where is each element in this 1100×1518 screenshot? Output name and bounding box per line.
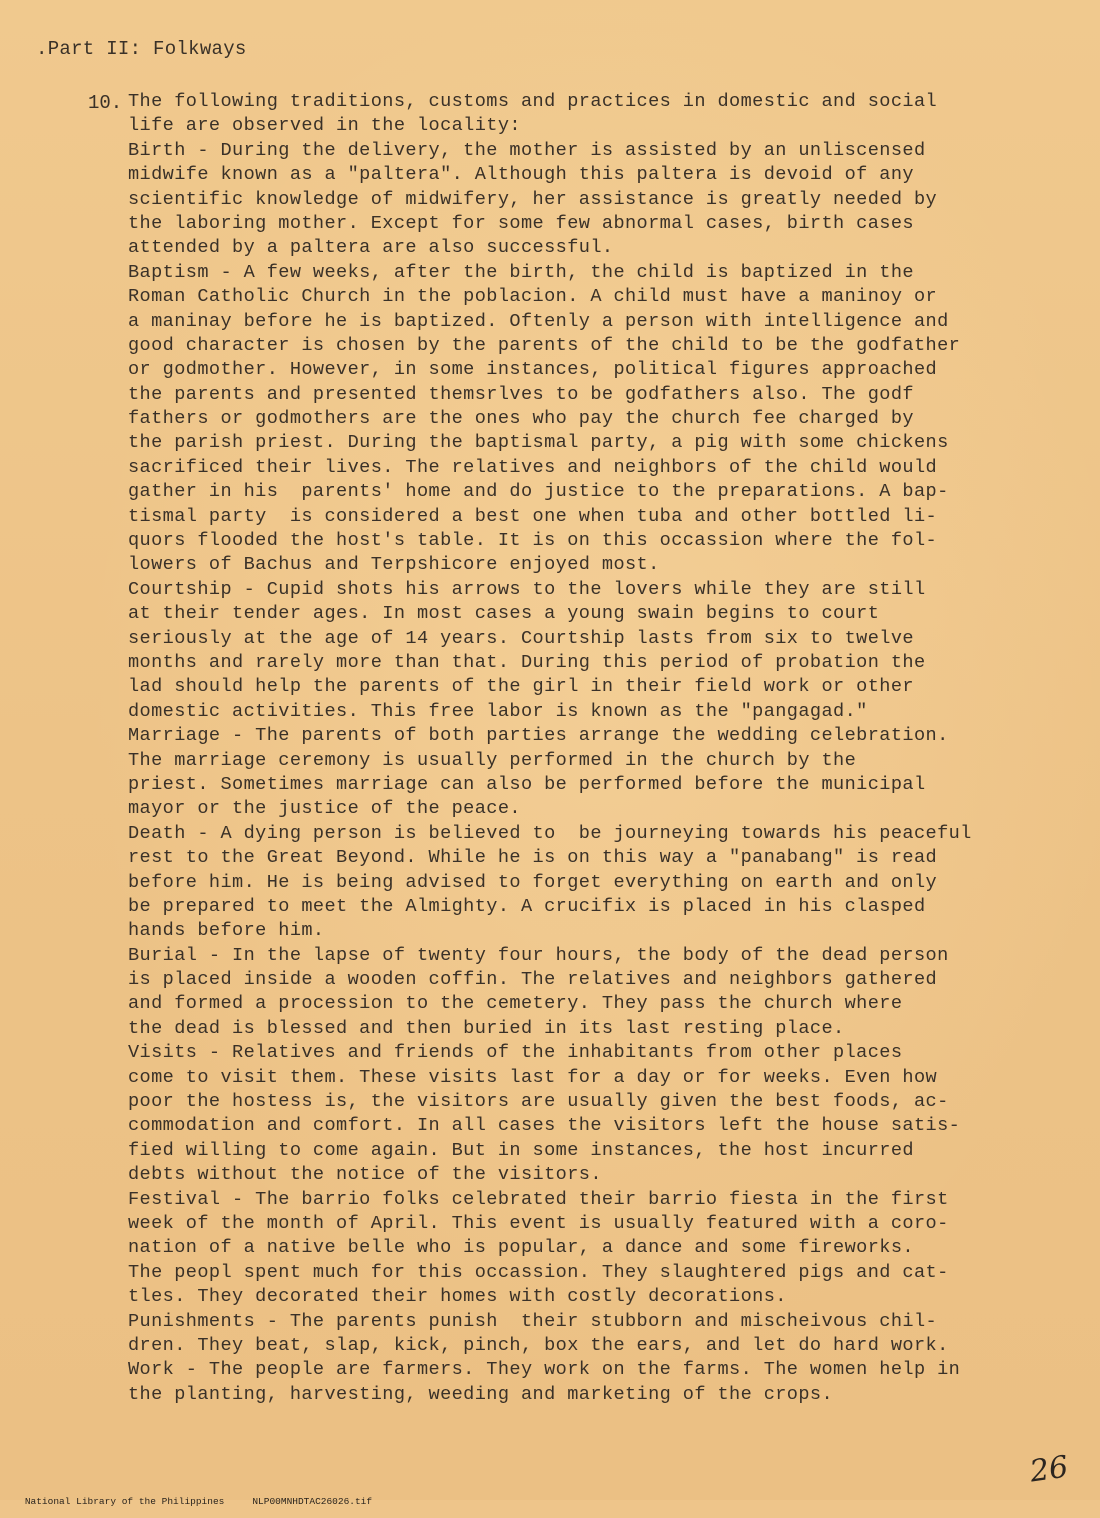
text-line: rest to the Great Beyond. While he is on this way a "panabang" is read xyxy=(128,847,938,869)
text-line: domestic activities. This free labor is known as the "pangagad." xyxy=(128,700,868,722)
text-line: commodation and comfort. In all cases the visitors left the house satis- xyxy=(128,1115,961,1137)
text-line: tles. They decorated their homes with costly decorations. xyxy=(128,1286,787,1308)
text-line: midwife known as a "paltera". Although this paltera is devoid of any xyxy=(128,164,914,186)
text-line: tismal party is considered a best one when tuba and other bottled li- xyxy=(128,505,938,527)
text-line: Festival - The barrio folks celebrated their barrio fiesta in the first xyxy=(128,1188,949,1210)
text-line: the dead is blessed and then buried in its last resting place. xyxy=(128,1017,845,1039)
text-line: attended by a paltera are also successful. xyxy=(128,237,614,259)
text-line: a maninay before he is baptized. Oftenly a person with intelligence and xyxy=(128,310,949,332)
text-line: the parish priest. During the baptismal party, a pig with some chickens xyxy=(128,432,949,454)
text-line: Punishments - The parents punish their stubborn and mischeivous chil- xyxy=(128,1310,938,1332)
text-line: mayor or the justice of the peace. xyxy=(128,798,521,820)
text-line: fathers or godmothers are the ones who pay the church fee charged by xyxy=(128,408,914,430)
scan-footer xyxy=(2,1485,400,1518)
text-line: The peopl spent much for this occassion. They slaughtered pigs and cat- xyxy=(128,1261,949,1283)
text-line: and formed a procession to the cemetery. They pass the church where xyxy=(128,993,903,1015)
text-line: the laboring mother. Except for some few abnormal cases, birth cases xyxy=(128,212,914,234)
text-line: hands before him. xyxy=(128,920,325,942)
text-line: Courtship - Cupid shots his arrows to the lovers while they are still xyxy=(128,578,926,600)
handwritten-page-number: 26 xyxy=(1027,1449,1071,1490)
text-line: or godmother. However, in some instances, political figures approached xyxy=(128,359,938,381)
text-line: be prepared to meet the Almighty. A crucifix is placed in his clasped xyxy=(128,895,926,917)
text-line: The marriage ceremony is usually performed in the church by the xyxy=(128,749,857,771)
text-line: debts without the notice of the visitors. xyxy=(128,1164,602,1186)
text-line: Burial - In the lapse of twenty four hours, the body of the dead person xyxy=(128,944,949,966)
text-line: the parents and presented themsrlves to be godfathers also. The godf xyxy=(128,383,914,405)
text-line: sacrificed their lives. The relatives and neighbors of the child would xyxy=(128,456,938,478)
text-line: good character is chosen by the parents of the child to be the godfather xyxy=(128,334,961,356)
text-line: lowers of Bachus and Terpshicore enjoyed most. xyxy=(128,554,660,576)
file-identifier: NLP00MNHDTAC26026.tif xyxy=(252,1496,373,1507)
item-number: 10. xyxy=(88,92,123,114)
text-line: Roman Catholic Church in the poblacion. A child must have a maninoy or xyxy=(128,286,938,308)
text-line: gather in his parents' home and do justice to the preparations. A bap- xyxy=(128,481,949,503)
text-line: quors flooded the host's table. It is on this occassion where the fol- xyxy=(128,530,938,552)
text-line: Visits - Relatives and friends of the inhabitants from other places xyxy=(128,1042,903,1064)
text-line: lad should help the parents of the girl in their field work or other xyxy=(128,676,914,698)
section-heading: .Part II: Folkways xyxy=(36,38,247,60)
text-line: the planting, harvesting, weeding and marketing of the crops. xyxy=(128,1383,834,1405)
text-line: poor the hostess is, the visitors are usually given the best foods, ac- xyxy=(128,1091,949,1113)
text-line: fied willing to come again. But in some instances, the host incurred xyxy=(128,1139,914,1161)
text-line: Birth - During the delivery, the mother is assisted by an unliscensed xyxy=(128,139,926,161)
text-line: Marriage - The parents of both parties arrange the wedding celebration. xyxy=(128,725,949,747)
text-line: Death - A dying person is believed to be journeying towards his peaceful xyxy=(128,822,972,844)
text-line: come to visit them. These visits last for a day or for weeks. Even how xyxy=(128,1066,938,1088)
text-line: life are observed in the locality: xyxy=(128,115,521,137)
text-line: months and rarely more than that. During this period of probation the xyxy=(128,651,926,673)
text-line: dren. They beat, slap, kick, pinch, box the ears, and let do hard work. xyxy=(128,1334,949,1356)
text-line: nation of a native belle who is popular, a dance and some fireworks. xyxy=(128,1237,914,1259)
text-line: Baptism - A few weeks, after the birth, the child is baptized in the xyxy=(128,261,914,283)
text-line: scientific knowledge of midwifery, her assistance is greatly needed by xyxy=(128,188,938,210)
text-line: seriously at the age of 14 years. Courtship lasts from six to twelve xyxy=(128,627,914,649)
text-line: before him. He is being advised to forget everything on earth and only xyxy=(128,871,938,893)
text-line: at their tender ages. In most cases a young swain begins to court xyxy=(128,603,880,625)
text-line: priest. Sometimes marriage can also be performed before the municipal xyxy=(128,773,926,795)
text-line: Work - The people are farmers. They work on the farms. The women help in xyxy=(128,1359,961,1381)
text-line: is placed inside a wooden coffin. The relatives and neighbors gathered xyxy=(128,969,938,991)
text-line: week of the month of April. This event is usually featured with a coro- xyxy=(128,1212,949,1234)
item-body xyxy=(128,90,1018,1407)
library-credit: National Library of the Philippines xyxy=(24,1496,225,1507)
text-line: The following traditions, customs and practices in domestic and social xyxy=(128,91,938,112)
